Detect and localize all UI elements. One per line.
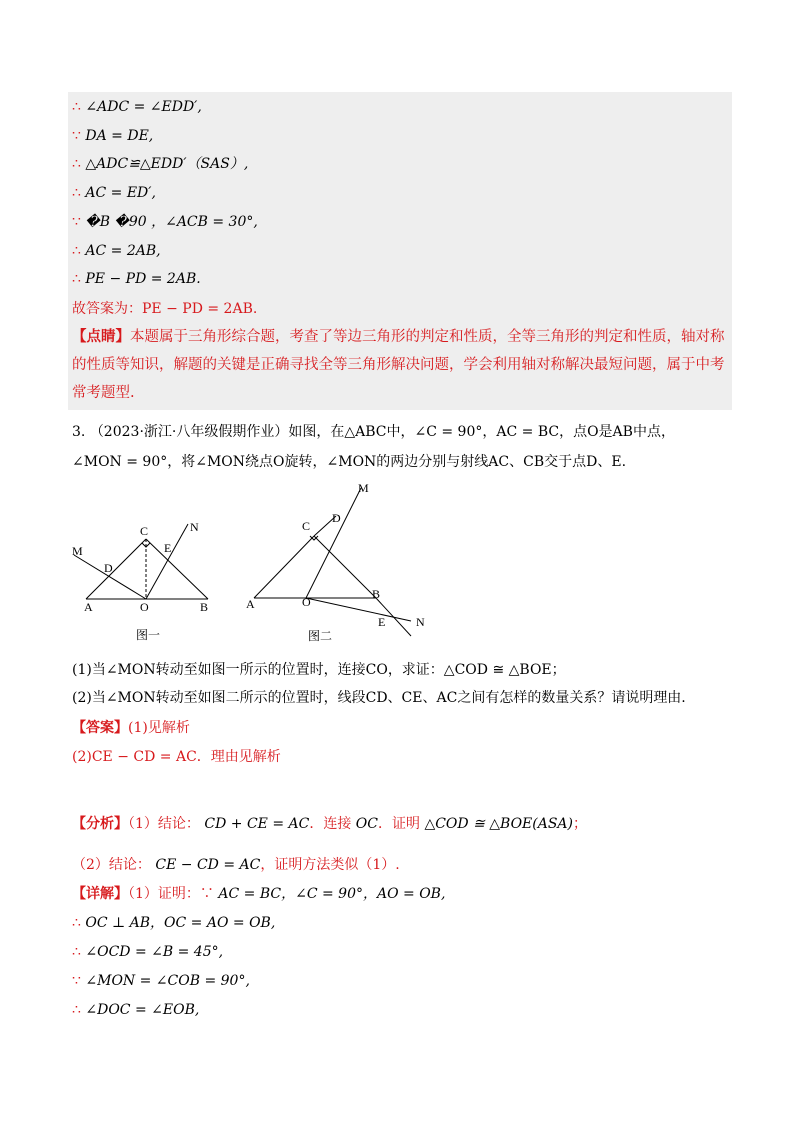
- analysis-line1: 【分析】（1）结论： CD + CE = AC．连接 OC．证明 △COD ≅ △BOE(ASA)；: [72, 816, 587, 832]
- label-c: C: [302, 519, 311, 533]
- detail-line: ∴ ∠OCD = ∠B = 45°,: [72, 944, 224, 960]
- solution-line: ∴ PE − PD = 2AB.: [72, 271, 201, 287]
- label-n: N: [416, 615, 425, 629]
- segment-ac: [254, 536, 314, 598]
- figure-two: [236, 478, 436, 646]
- label-o: O: [302, 595, 311, 609]
- ray-on: [146, 524, 188, 599]
- question-number: 3.: [72, 424, 86, 440]
- analysis-line2: （2）结论： CE − CD = AC，证明方法类似（1）.: [72, 857, 400, 873]
- solution-line: ∵ DA = DE,: [72, 128, 154, 144]
- answer-part1: (1)见解析: [128, 720, 190, 736]
- label-b: B: [372, 587, 381, 601]
- segment-cb: [314, 536, 376, 598]
- label-e: E: [164, 541, 172, 555]
- label-n: N: [190, 520, 199, 534]
- solution-line: ∴ ∠ADC = ∠EDD′,: [72, 99, 202, 115]
- solution-line: ∴ AC = ED′,: [72, 185, 156, 201]
- question-line2: ∠MON = 90°，将∠MON绕点O旋转，∠MON的两边分别与射线AC、CB交于点D、E.: [72, 454, 627, 470]
- question-source: （2023·浙江·八年级假期作业）: [89, 424, 289, 440]
- answer-line2: (2)CE − CD = AC．理由见解析: [72, 749, 281, 765]
- segment-cb: [146, 539, 208, 599]
- figure1-caption: 图一: [136, 628, 161, 642]
- label-m: M: [358, 481, 369, 495]
- label-a: A: [246, 597, 255, 611]
- label-b: B: [200, 600, 209, 614]
- label-d: D: [104, 561, 113, 575]
- ray-om: [306, 488, 361, 598]
- label-a: A: [84, 600, 93, 614]
- figure2-caption: 图二: [308, 629, 333, 643]
- answer-tag: 【答案】: [72, 720, 128, 736]
- ray-on: [306, 598, 411, 621]
- label-e: E: [378, 615, 386, 629]
- detail-line: ∴ OC ⊥ AB，OC = AO = OB,: [72, 915, 276, 931]
- label-d: D: [332, 511, 341, 525]
- question-line1: [72, 422, 675, 442]
- solution-line: ∵ �B �90 ，∠ACB = 30°,: [72, 214, 258, 230]
- detail-line1: 【详解】（1）证明：∵ AC = BC，∠C = 90°，AO = OB,: [72, 886, 446, 902]
- question-part2: (2)当∠MON转动至如图二所示的位置时，线段CD、CE、AC之间有怎样的数量关系？请说明理由.: [72, 690, 686, 706]
- answer-line1: [72, 718, 190, 738]
- label-o: O: [140, 600, 149, 614]
- comment-text: 本题属于三角形综合题，考查了等边三角形的判定和性质，全等三角形的判定和性质，轴对称的性质等知识，解题的关键是正确寻找全等三角形解决问题，学会利用轴对称解决最短问题，属于中考常考题型.: [72, 329, 725, 401]
- detail-tag: 【详解】: [72, 886, 128, 902]
- comment-tag: 【点睛】: [72, 328, 130, 345]
- question-part1: (1)当∠MON转动至如图一所示的位置时，连接CO，求证：△COD ≅ △BOE；: [72, 662, 566, 678]
- question-text-1: 如图，在△ABC中，∠C = 90°，AC = BC，点O是AB中点，: [288, 424, 675, 440]
- detail-line: ∵ ∠MON = ∠COB = 90°,: [72, 973, 250, 989]
- label-m: M: [72, 544, 83, 558]
- segment-ac: [86, 539, 146, 599]
- final-answer: 故答案为：PE − PD = 2AB.: [72, 301, 258, 317]
- label-c: C: [140, 524, 149, 538]
- figure-one: [68, 515, 228, 645]
- solution-line: ∴ AC = 2AB,: [72, 243, 161, 259]
- detail-line: ∴ ∠DOC = ∠EOB,: [72, 1002, 200, 1018]
- comment-paragraph: [72, 323, 732, 407]
- analysis-tag: 【分析】: [72, 816, 128, 832]
- solution-line: ∴ △ADC≌△EDD′（SAS）,: [72, 156, 249, 172]
